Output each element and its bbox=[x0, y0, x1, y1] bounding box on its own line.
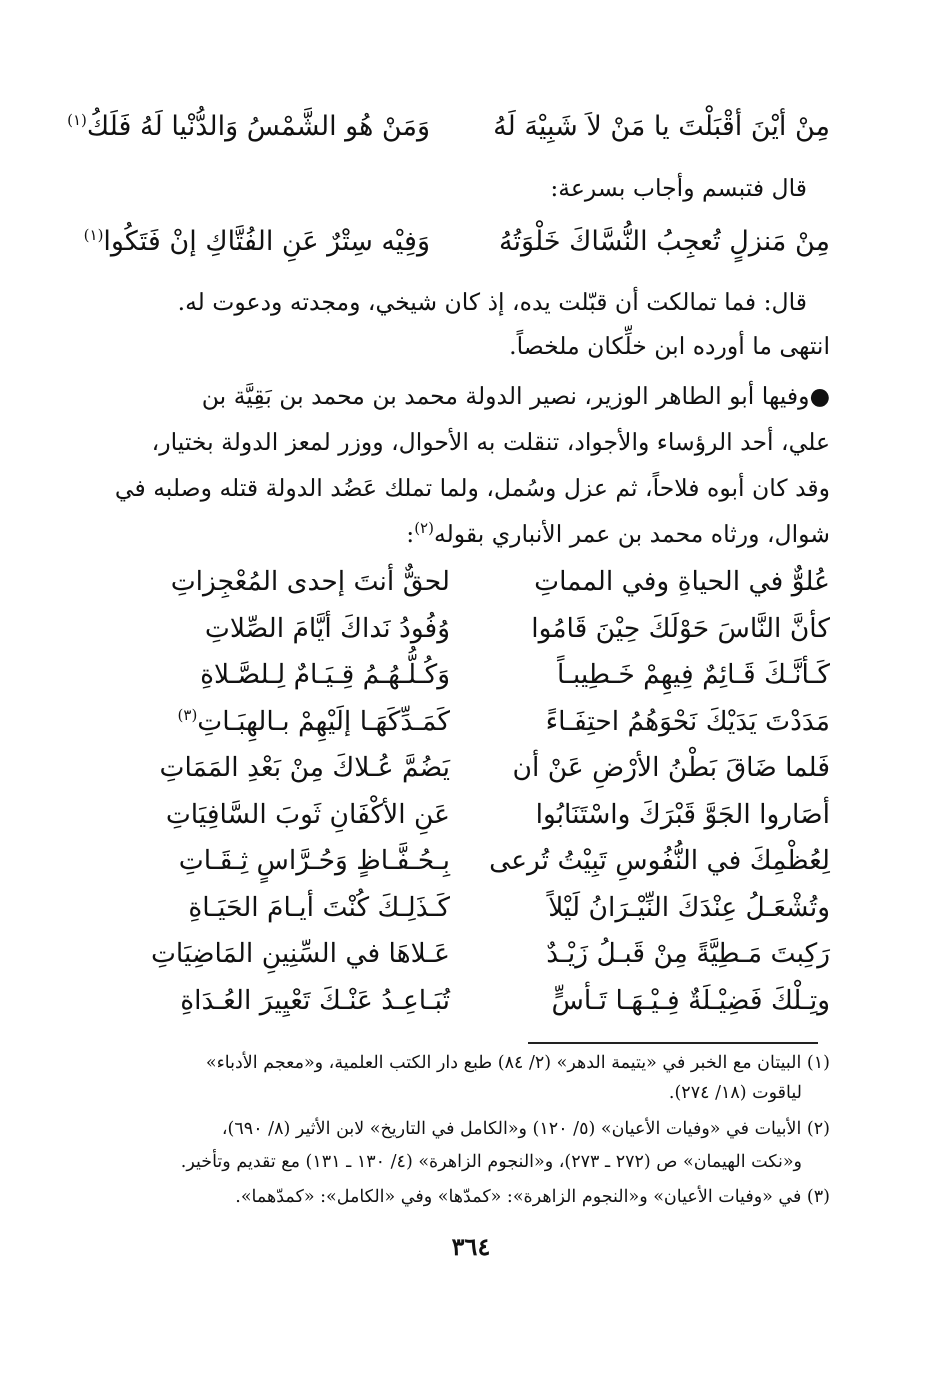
paragraph-2-line-1: ●وفيها أبو الطاهر الوزير، نصير الدولة محمد بن محمد بن بَقِيَّة بن bbox=[201, 382, 830, 410]
paragraph-2-line-3: وقد كان أبوه فلاحاً، ثم عزل وسُمل، ولما تملك عَضُد الدولة قتله وصلبه في bbox=[114, 474, 830, 502]
footnote-2-line-2: و«نكت الهيمان» ص (٢٧٢ ـ ٢٧٣)، و«النجوم الزاهرة» (٤/ ١٣٠ ـ ١٣١) مع تقديم وتأخير. bbox=[180, 1152, 802, 1172]
poem-first-hemistich: كَـأنَّـكَ قَـائِمٌ فِيهِمْ خَـطِيبـاً bbox=[557, 659, 830, 690]
verse-2-second-hemistich: وَفِيْه سِتْرٌ عَنِ الفُتَّاكِ إنْ فَتَكُوا$^{(١)}$ bbox=[83, 226, 430, 257]
poem-verse bbox=[105, 985, 830, 1032]
poem-first-hemistich: أصَاروا الجَوَّ قَبْرَكَ واسْتَنَابُوا bbox=[535, 798, 830, 830]
footnote-ref-2: (٢) bbox=[414, 519, 434, 538]
poem-first-hemistich: فَلما ضَاقَ بَطْنُ الأرْضِ عَنْ أن bbox=[512, 752, 830, 783]
poem-verse bbox=[105, 706, 830, 753]
footnote-ref-1: (١) bbox=[67, 111, 87, 129]
poem-first-hemistich: مَدَدْتَ يَدَيْكَ نَحْوَهُمُ احتِفَـاءً bbox=[545, 705, 830, 737]
bullet: ● bbox=[809, 382, 830, 410]
poem-second-hemistich: عَنِ الأكْفَانِ ثَوبَ السَّافِيَاتِ bbox=[165, 798, 450, 830]
poem-verse bbox=[105, 845, 830, 892]
poem-second-hemistich: لحقٌّ أنتَ إحدى المُعْجِزاتِ bbox=[170, 566, 450, 597]
poem-first-hemistich: رَكِبتَ مَـطِيَّةً مِنْ قَبـلُ زَيْـدٌ bbox=[546, 938, 830, 969]
poem-second-hemistich: تُبَـاعِـدُ عَنْـكَ تَعْيِيرَ العُـدَاةِ bbox=[180, 984, 450, 1016]
poem-verse bbox=[105, 938, 830, 985]
poem-second-hemistich: عَـلاهَا في السِّنِينِ المَاضِيَاتِ bbox=[150, 938, 450, 969]
verse-2-first-hemistich: مِنْ مَنزلٍ تُعجِبُ النُّسَّاكَ خَلْوَتُهُ bbox=[499, 226, 830, 257]
paragraph-1-line-1: قال: فما تمالكت أن قبّلت يده، إذ كان شيخي، ومجدته ودعوت له. bbox=[177, 288, 807, 316]
poem-verse bbox=[105, 613, 830, 660]
poem-verse bbox=[105, 799, 830, 846]
poem-verse bbox=[105, 892, 830, 939]
paragraph-2-line-2: علي، أحد الرؤساء والأجواد، تنقلت به الأحوال، ووزر لمعز الدولة بختيار، bbox=[151, 428, 830, 456]
verse-1-second-hemistich: وَمَنْ هُو الشَّمْسُ وَالدُّنْيا لَهُ فَلَكُ$^{(١)}$ bbox=[67, 111, 430, 142]
page-number: ٣٦٤ bbox=[451, 1232, 491, 1261]
footnote-separator bbox=[528, 1042, 818, 1044]
poem-first-hemistich: وتُشْعَـلُ عِنْدَكَ النِّيْـرَانُ لَيْلاً bbox=[548, 891, 830, 923]
footnote-1-line-1: (١) البيتان مع الخبر في «يتيمة الدهر» (٢/ ٨٤) طبع دار الكتب العلمية، و«معجم الأدباء» bbox=[205, 1053, 830, 1073]
footnote-2-line-1: (٢) الأبيات في «وفيات الأعيان» (٥/ ١٢٠) و«الكامل في التاريخ» لابن الأثير (٨/ ٦٩٠)، bbox=[221, 1119, 830, 1139]
poem-verse bbox=[105, 752, 830, 799]
poem-second-hemistich: وَكُـلُّـهُـمُ قِـيَـامٌ لِـلصَّـلاةِ bbox=[200, 659, 450, 690]
paragraph-1-line-2: انتهى ما أورده ابن خلِّكان ملخصاً. bbox=[509, 332, 830, 360]
footnote-1-line-2: لياقوت (١٨/ ٢٧٤). bbox=[668, 1083, 802, 1103]
poem-second-hemistich: كَـذَلِـكَ كُنْتَ أيـامَ الحَيَـاةِ bbox=[188, 891, 450, 923]
poem-verse bbox=[105, 566, 830, 613]
poem-second-hemistich: وُفُودُ نَداكَ أيَّامَ الصِّلاتِ bbox=[204, 612, 450, 644]
poem-second-hemistich: كَمَـدِّكَهَـا إلَيْهِمْ بـالهِبَـاتِ$^{(٣)}$ bbox=[177, 705, 450, 737]
poem-first-hemistich: وتِـلْكَ فَضِيْـلَةٌ فِـيْـهَـا تَـأسٍّ bbox=[551, 984, 830, 1016]
poem-second-hemistich: يَضُمَّ عُـلاكَ مِنْ بَعْدِ المَمَاتِ bbox=[159, 752, 450, 783]
poem-verse bbox=[105, 659, 830, 706]
poem-second-hemistich: بِـحُـفَّـاظٍ وَحُـرَّاسٍ ثِـقَـاتِ bbox=[178, 845, 450, 876]
narration-line: قال فتبسم وأجاب بسرعة: bbox=[550, 174, 807, 202]
footnote-3-line-1: (٣) في «وفيات الأعيان» و«النجوم الزاهرة»: «كمدّها» وفي «الكامل»: «كمدّهما». bbox=[235, 1187, 830, 1207]
footnote-ref-1b: (١) bbox=[83, 226, 104, 244]
poem-first-hemistich: عُلوٌّ في الحياةِ وفي المماتِ bbox=[534, 566, 830, 597]
footnote-ref-3: (٣) bbox=[177, 705, 198, 724]
poem-first-hemistich: كأنَّ النَّاسَ حَوْلَكَ حِيْنَ قَامُوا bbox=[531, 612, 830, 644]
verse-1-first-hemistich: مِنْ أيْنَ أقْبَلْتَ يا مَنْ لاَ شَبِيْهَ لَهُ bbox=[493, 111, 830, 142]
poem-first-hemistich: لِعُظْمِكَ في النُّفُوسِ تَبِيْتُ تُرعى bbox=[489, 845, 830, 876]
paragraph-2-line-4: شوال، ورثاه محمد بن عمر الأنباري بقوله$^{(٢)}$: bbox=[406, 519, 830, 548]
elegy-poem bbox=[105, 566, 830, 1031]
